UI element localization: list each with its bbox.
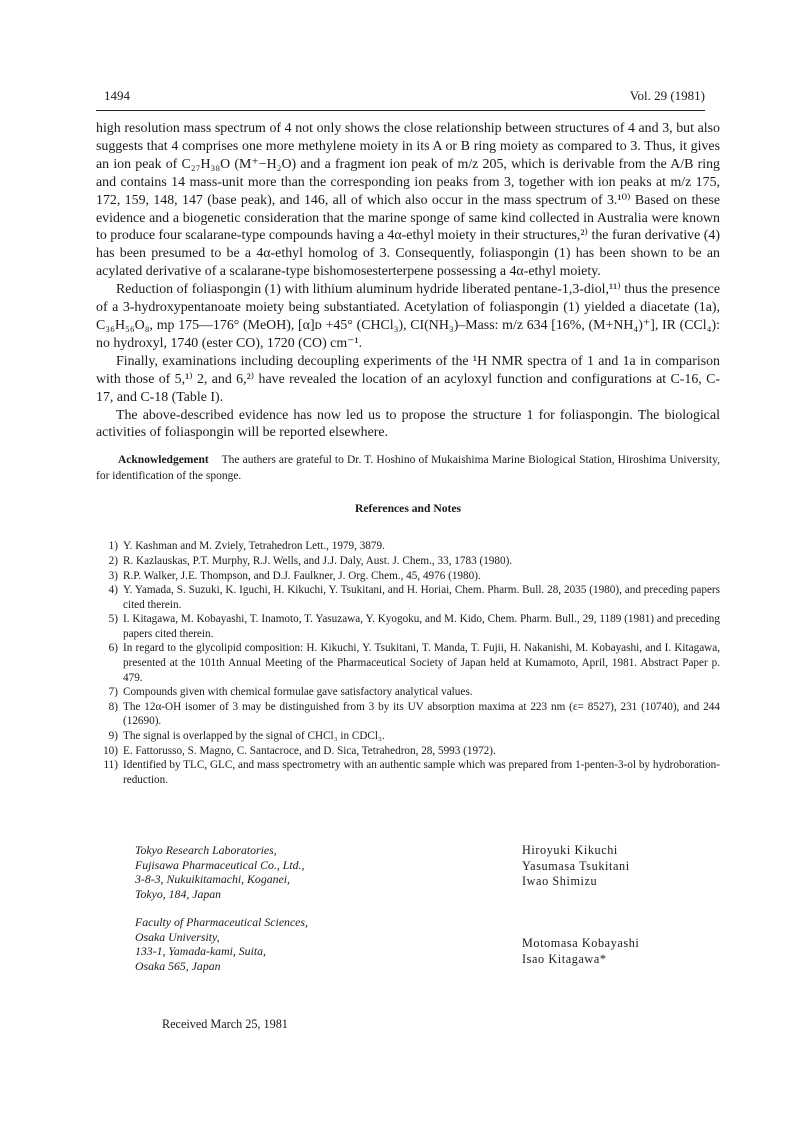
- reference-text: Y. Kashman and M. Zviely, Tetrahedron Lett., 1979, 3879.: [123, 540, 385, 553]
- paragraph: The above-described evidence has now led us to propose the structure 1 for foliaspongin. The biological activities of foliaspongin will be reported elsewhere.: [96, 407, 720, 441]
- volume-info: Vol. 29 (1981): [629, 88, 705, 103]
- reference-item: [96, 583, 720, 612]
- reference-number: 6): [108, 642, 118, 655]
- reference-number: 11): [103, 759, 118, 772]
- author-name: Yasumasa Tsukitani: [522, 858, 630, 873]
- reference-text: Y. Yamada, S. Suzuki, K. Iguchi, H. Kikuchi, Y. Tsukitani, and H. Horiai, Chem. Pharm. Bull. 28, 2035 (1980), and preceding papers cited therein.: [123, 584, 720, 611]
- affiliation-line: Faculty of Pharmaceutical Sciences,: [135, 915, 308, 929]
- author-name: Isao Kitagawa*: [522, 951, 607, 966]
- author-name: Motomasa Kobayashi: [522, 936, 640, 950]
- reference-text: Identified by TLC, GLC, and mass spectrometry with an authentic sample which was prepared from 1-penten-3-ol by hydroboration-reduction.: [123, 759, 720, 786]
- reference-number: 5): [108, 613, 118, 626]
- reference-number: 10): [103, 744, 118, 757]
- reference-item: [96, 729, 720, 744]
- page-header: [104, 88, 705, 106]
- header-rule: [96, 110, 705, 111]
- acknowledgement: [96, 453, 720, 484]
- reference-number: 7): [108, 686, 118, 699]
- reference-text: The signal is overlapped by the signal of CHCl₃ in CDCl₃.: [123, 730, 385, 743]
- reference-text: I. Kitagawa, M. Kobayashi, T. Inamoto, T. Yasuzawa, Y. Kyogoku, and M. Kido, Chem. Pharm. Bull., 29, 1189 (1981) and preceding papers cited therein.: [123, 613, 720, 640]
- reference-item: [96, 758, 720, 787]
- reference-number: 3): [108, 569, 118, 582]
- reference-number: 8): [108, 700, 118, 713]
- reference-text: In regard to the glycolipid composition: H. Kikuchi, Y. Tsukitani, T. Manda, T. Fujii, H. Nakanishi, M. Kobayashi, and I. Kitagawa, presented at the 101th Annual Meeting of the Pharmaceutical Society of Japan held at Kumamoto, April, 1981. Abstract Paper p. 479.: [123, 642, 720, 684]
- affiliation-line: Fujisawa Pharmaceutical Co., Ltd.,: [135, 857, 305, 872]
- paragraph: Reduction of foliaspongin (1) with lithium aluminum hydride liberated pentane-1,3-diol,¹¹⁾ thus the presence of a 3-hydroxypentanoate moiety being substantiated. Acetylation of foliaspongin (1) yielded a diacetate (1a), C₃₆H₅₆O₈, mp 175—176° (MeOH), [α]ᴅ +45° (CHCl₃), CI(NH₃)–Mass: m/z 634 [16%, (M+NH₄)⁺], IR (CCl₄): no hydroxyl, 1740 (ester CO), 1720 (CO) cm⁻¹.: [96, 282, 720, 351]
- reference-text: The 12α-OH isomer of 3 may be distinguished from 3 by its UV absorption maxima at 223 nm (ε= 8527), 231 (10740), and 244 (12690).: [123, 700, 720, 728]
- authors-group-osaka: [522, 936, 639, 967]
- affiliation-line: 133-1, Yamada-kami, Suita,: [135, 944, 266, 959]
- acknowledgement-heading: Acknowledgement: [118, 454, 209, 467]
- reference-text: R.P. Walker, J.E. Thompson, and D.J. Faulkner, J. Org. Chem., 45, 4976 (1980).: [123, 569, 481, 582]
- references-title: References and Notes: [354, 502, 462, 516]
- reference-item: [96, 685, 720, 700]
- page-number: 1494: [104, 88, 130, 103]
- affiliation-line: 3-8-3, Nukuikitamachi, Koganei,: [135, 872, 290, 887]
- acknowledgement-text: The authers are grateful to Dr. T. Hoshino of Mukaishima Marine Biological Station, Hiroshima University, for identification of the sponge.: [96, 454, 720, 482]
- author-name: Iwao Shimizu: [522, 874, 598, 889]
- author-name: Hiroyuki Kikuchi: [522, 843, 618, 857]
- article-body: [96, 120, 720, 787]
- paragraph: high resolution mass spectrum of 4 not only shows the close relationship between structures of 4 and 3, but also suggests that 4 comprises one more methylene moiety in its A or B ring moiety as compared to 3. Thus, it gives an ion peak of C₂₇H₃₈O (M⁺−H₂O) and a fragment ion peak of m/z 205, which is derivable from the A/B ring and contains 14 mass-unit more than the corresponding ion peaks from 3, together with ion peaks at m/z 175, 172, 159, 148, 147 (base peak), and 146, all of which also occur in the mass spectrum of 3.¹⁰⁾ Based on these evidence and a biogenetic consideration that the marine sponge of same kind collected in Australia were known to produce four scalarane-type compounds having a 4α-ethyl moiety in their structures,²⁾ the furan derivative (4) has been presumed to be a 4α-ethyl homolog of 3. Consequently, foliaspongin (1) has been shown to be an acylated derivative of a scalarane-type bishomosesterterpene possessing a 4α-ethyl moiety.: [96, 121, 720, 280]
- reference-item: [96, 641, 720, 685]
- affiliation-osaka: [135, 915, 308, 974]
- affiliation-tokyo: [135, 843, 304, 902]
- paragraph: Finally, examinations including decoupling experiments of the ¹H NMR spectra of 1 and 1a in comparison with those of 5,¹⁾ 2, and 6,²⁾ have revealed the location of an acyloxyl function and configurations at C-16, C-17, and C-18 (Table I).: [96, 353, 720, 405]
- affiliation-line: Osaka University,: [135, 929, 220, 944]
- reference-number: 2): [108, 554, 118, 567]
- received-date: Received March 25, 1981: [162, 1017, 288, 1031]
- reference-text: R. Kazlauskas, P.T. Murphy, R.J. Wells, and J.J. Daly, Aust. J. Chem., 33, 1783 (1980).: [123, 554, 513, 567]
- affiliation-line: Tokyo Research Laboratories,: [135, 843, 277, 857]
- reference-item: [96, 744, 720, 759]
- reference-item: [96, 700, 720, 729]
- reference-item: [96, 554, 720, 569]
- reference-item: [96, 612, 720, 641]
- authors-group-tokyo: [522, 843, 630, 890]
- reference-item: [96, 569, 720, 584]
- reference-text: E. Fattorusso, S. Magno, C. Santacroce, and D. Sica, Tetrahedron, 28, 5993 (1972).: [123, 744, 496, 757]
- references-list: [96, 539, 720, 787]
- affiliation-line: Tokyo, 184, Japan: [135, 887, 222, 902]
- reference-item: [96, 539, 720, 554]
- reference-number: 4): [108, 584, 118, 597]
- reference-text: Compounds given with chemical formulae gave satisfactory analytical values.: [123, 686, 473, 699]
- affiliation-line: Osaka 565, Japan: [135, 959, 221, 974]
- reference-number: 1): [108, 540, 118, 553]
- reference-number: 9): [108, 730, 118, 743]
